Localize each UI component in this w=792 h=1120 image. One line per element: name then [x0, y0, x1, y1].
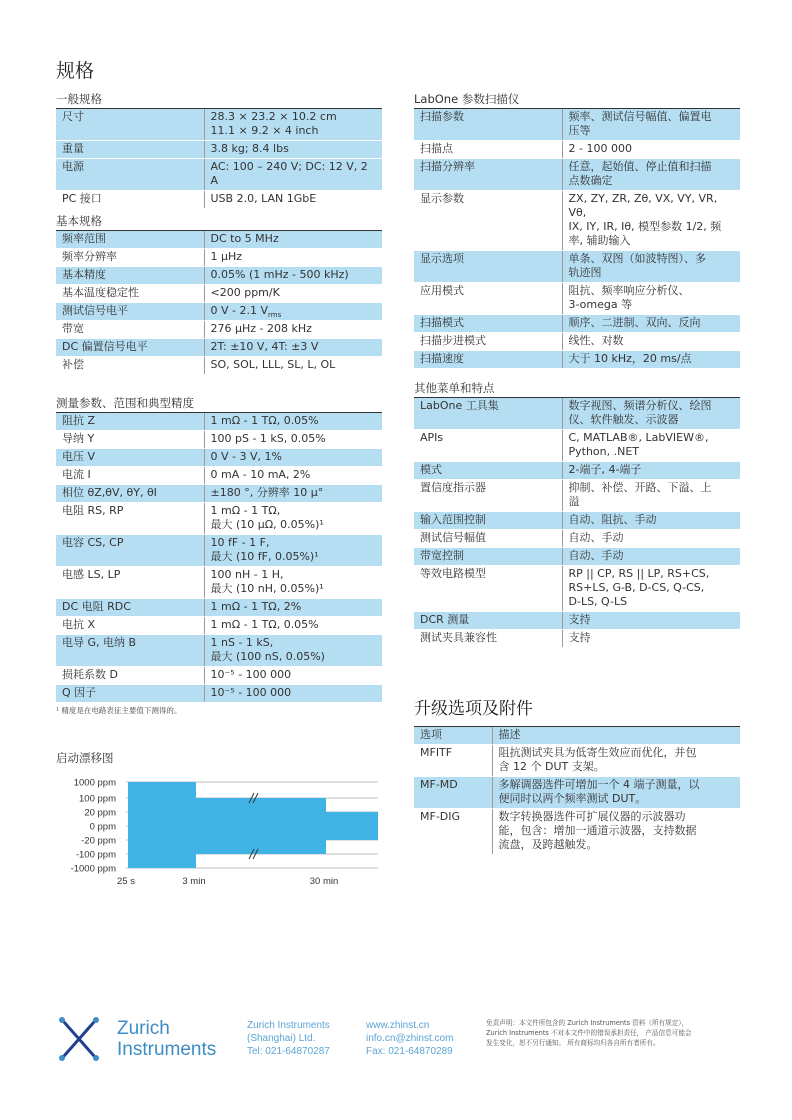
- options-header-row: [414, 727, 740, 745]
- other-row-key: 输入范围控制: [414, 512, 562, 530]
- basic-row-value-line: 2T: ±10 V, 4T: ±3 V: [210, 340, 319, 353]
- labone_sweep-row-value: [562, 333, 740, 351]
- chart-y-tick-label: -100 ppm: [75, 849, 116, 861]
- basic-row-value-line: 0 V - 2.1 $V_{rms}$: [210, 304, 282, 320]
- basic-row-key: 补偿: [56, 357, 204, 375]
- general-row-value: [204, 191, 382, 209]
- other-row-value: [562, 612, 740, 630]
- basic-spec-section: [56, 214, 382, 375]
- basic-row-key: DC 偏置信号电平: [56, 339, 204, 357]
- measure-row-value-line: 0 V - 3 V, 1%: [210, 450, 282, 463]
- options-header-option: 选项: [414, 727, 492, 745]
- general-row-value-line: 28.3 × 23.2 × 10.2 cm: [210, 110, 337, 123]
- labone_sweep-row-value-line: ZX, ZY, ZR, Zθ, VX, VY, VR, Vθ,: [568, 192, 718, 219]
- basic-row-value-line: 1 μHz: [210, 250, 243, 263]
- other-row-key: 模式: [414, 462, 562, 480]
- other-row-value-line: 抑制、补偿、开路、下溢、上: [568, 481, 712, 494]
- measure-spec-section: [56, 396, 382, 716]
- other-row: [414, 512, 740, 530]
- basic-row-value-sub: rms: [268, 311, 282, 320]
- measure-row-key: 导纳 Y: [56, 431, 204, 449]
- labone_sweep-row-key: 扫描分辨率: [414, 159, 562, 191]
- options-row-value-line: 阻抗测试夹具为低寄生效应而优化，并包: [498, 746, 697, 759]
- measure-row-value: [204, 685, 382, 703]
- basic-spec-table: [56, 231, 382, 375]
- options-row-value-line: 便同时以两个频率测试 DUT。: [498, 792, 647, 805]
- labone_sweep-row: [414, 159, 740, 191]
- other-row: [414, 398, 740, 430]
- other-row-value: [562, 548, 740, 566]
- basic-row-key: 测试信号电平: [56, 303, 204, 321]
- general-spec-title: 一般规格: [56, 92, 382, 109]
- other-row-key: LabOne 工具集: [414, 398, 562, 430]
- basic-row: [56, 249, 382, 267]
- other-row-key: APIs: [414, 430, 562, 462]
- other-row-value-line: C, MATLAB®, LabVIEW®,: [568, 431, 709, 444]
- other-row-value: [562, 430, 740, 462]
- basic-row-value-line: DC to 5 MHz: [210, 232, 279, 245]
- labone_sweep-row-value-line: 顺序、二进制、双向、反向: [568, 316, 701, 329]
- other-row-key: 置信度指示器: [414, 480, 562, 512]
- chart-y-tick-label: 0 ppm: [89, 821, 116, 833]
- measure-row-key: 电压 V: [56, 449, 204, 467]
- brand-line-1: Zurich: [117, 1018, 170, 1039]
- basic-row-key: 基本精度: [56, 267, 204, 285]
- measure-row-value: [204, 635, 382, 667]
- labone_sweep-row: [414, 315, 740, 333]
- general-row: [56, 159, 382, 191]
- measure-row-key: 电阻 RS, RP: [56, 503, 204, 535]
- other-row: [414, 566, 740, 612]
- other-row-value-line: Python, .NET: [568, 445, 640, 458]
- measure-row-value-line: 1 mΩ - 1 TΩ, 0.05%: [210, 414, 319, 427]
- measure-spec-table: [56, 413, 382, 703]
- options-row: [414, 809, 740, 855]
- measure-row-value-line: 10⁻⁵ - 100 000: [210, 668, 292, 681]
- chart-y-tick-label: -1000 ppm: [70, 863, 116, 875]
- other-row-value-line: RS+LS, G-B, D-CS, Q-CS,: [568, 581, 705, 594]
- labone_sweep-row-value: [562, 141, 740, 159]
- chart-x-tick-label: 3 min: [182, 876, 206, 887]
- other-row-value: [562, 398, 740, 430]
- other-row-value-line: 自动、手动: [568, 531, 624, 544]
- labone_sweep-row-value-line: 单条、双图（如波特图）、多: [568, 252, 706, 265]
- measure-row-value-line: 100 nH - 1 H,: [210, 568, 284, 581]
- measure-row-key: 损耗系数 D: [56, 667, 204, 685]
- labone_sweep-row-value-line: 率, 辅助输入: [568, 234, 631, 247]
- labone_sweep-row-value: [562, 159, 740, 191]
- labone_sweep-row-key: 扫描速度: [414, 351, 562, 369]
- options-row-value-line: 能，包含：增加一通道示波器，支持数据: [498, 824, 697, 837]
- measure-row-key: 电感 LS, LP: [56, 567, 204, 599]
- other-row: [414, 430, 740, 462]
- options-row-value: [492, 777, 740, 809]
- measure-spec-title: 测量参数、范围和典型精度: [56, 396, 382, 413]
- basic-row: [56, 285, 382, 303]
- labone_sweep-row: [414, 251, 740, 283]
- measure-row-value-line: 1 mΩ - 1 TΩ, 0.05%: [210, 618, 319, 631]
- options-row-key: MF-MD: [414, 777, 492, 809]
- general-row-value: [204, 159, 382, 191]
- measure-row-value-line: 100 pS - 1 kS, 0.05%: [210, 432, 326, 445]
- measure-row: [56, 617, 382, 635]
- other-row-value: [562, 530, 740, 548]
- labone_sweep-row-key: 扫描参数: [414, 109, 562, 141]
- options-row-value-line: 多解调器选件可增加一个 4 端子测量，以: [498, 778, 700, 791]
- labone_sweep-row-value-line: 压等: [568, 124, 591, 137]
- measure-footnote: ¹ 精度是在电路表征主要值下测得的。: [56, 706, 182, 715]
- other-row-value-line: 自动、阻抗、手动: [568, 513, 657, 526]
- measure-row: [56, 567, 382, 599]
- options-header-desc: 描述: [492, 727, 740, 745]
- disclaimer-text: 免责声明：本文件所包含的 Zurich Instruments 资料（所有规定）， Zurich Instruments 不对本文件中的错误承担责任， 产品信息可能会发生变化，恕不另行通知。 所有商标均归各自所有者所有。: [486, 1019, 692, 1047]
- basic-row-value: [204, 357, 382, 375]
- measure-row-value-line: 最大 (10 nH, 0.05%)¹: [210, 582, 324, 595]
- other-features-title: 其他菜单和特点: [414, 381, 740, 398]
- chart-y-tick-label: -20 ppm: [81, 835, 116, 847]
- brand-line-2: Instruments: [117, 1039, 217, 1060]
- labone_sweep-row-value-line: 任意，起始值、停止值和扫描: [568, 160, 712, 173]
- labone_sweep-row-value-line: 3-omega 等: [568, 298, 633, 311]
- general-row-key: 尺寸: [56, 109, 204, 141]
- company-tel: Tel: 021-64870287: [247, 1046, 330, 1057]
- basic-row-value: [204, 267, 382, 285]
- other-row: [414, 548, 740, 566]
- other-features-section: [414, 381, 740, 648]
- measure-row-value-line: 10 fF - 1 F,: [210, 536, 270, 549]
- measure-row-value: [204, 431, 382, 449]
- measure-row-value: [204, 467, 382, 485]
- basic-row: [56, 303, 382, 321]
- measure-row: [56, 667, 382, 685]
- basic-row-value: [204, 249, 382, 267]
- chart-title: 启动漂移图: [56, 751, 114, 765]
- labone_sweep-row-value-line: 线性、对数: [568, 334, 624, 347]
- labone_sweep-row: [414, 333, 740, 351]
- measure-row: [56, 503, 382, 535]
- other-row: [414, 530, 740, 548]
- options-row-value-line: 流盘，及跨越触发。: [498, 838, 598, 851]
- basic-row-value: [204, 321, 382, 339]
- other-row: [414, 462, 740, 480]
- labone_sweep-row-key: 扫描点: [414, 141, 562, 159]
- measure-row: [56, 449, 382, 467]
- measure-row-value-line: 0 mA - 10 mA, 2%: [210, 468, 311, 481]
- basic-row-value-line: 276 μHz - 208 kHz: [210, 322, 312, 335]
- measure-row-value: [204, 599, 382, 617]
- general-row-value: [204, 109, 382, 141]
- labone_sweep-row-value: [562, 109, 740, 141]
- other-row-value-line: RP || CP, RS || LP, RS+CS,: [568, 567, 710, 580]
- general-row-value-line: USB 2.0, LAN 1GbE: [210, 192, 317, 205]
- labone_sweep-row-key: 显示参数: [414, 191, 562, 251]
- other-row-key: 测试信号幅值: [414, 530, 562, 548]
- measure-row-key: DC 电阻 RDC: [56, 599, 204, 617]
- basic-row-key: 频率范围: [56, 231, 204, 249]
- other-row-value: [562, 566, 740, 612]
- measure-row: [56, 485, 382, 503]
- options-row-value: [492, 745, 740, 777]
- options-row-value-line: 数字转换器选件可扩展仪器的示波器功: [498, 810, 686, 823]
- labone_sweep-row-value: [562, 283, 740, 315]
- labone_sweep-row-value-line: 频率、测试信号幅值、偏置电: [568, 110, 712, 123]
- options-row-value-line: 含 12 个 DUT 支架。: [498, 760, 605, 773]
- email-link[interactable]: info.cn@zhinst.com: [366, 1033, 454, 1044]
- basic-row: [56, 339, 382, 357]
- labone_sweep-row: [414, 141, 740, 159]
- measure-row: [56, 413, 382, 431]
- other-row-value-line: 溢: [568, 495, 580, 508]
- general-row-value: [204, 141, 382, 159]
- labone_sweep-row: [414, 351, 740, 369]
- measure-row-value: [204, 567, 382, 599]
- general-row-key: 重量: [56, 141, 204, 159]
- basic-row-value-line: 0.05% (1 mHz - 500 kHz): [210, 268, 349, 281]
- labone_sweep-row-value: [562, 251, 740, 283]
- measure-row-key: Q 因子: [56, 685, 204, 703]
- labone_sweep-row-key: 应用模式: [414, 283, 562, 315]
- labone_sweep-row: [414, 109, 740, 141]
- chart-x-tick-label: 30 min: [309, 876, 339, 887]
- basic-spec-title: 基本规格: [56, 214, 382, 231]
- measure-row-value: [204, 667, 382, 685]
- labone_sweep-row-value-line: 大于 10 kHz，20 ms/点: [568, 352, 692, 365]
- basic-row-value: [204, 339, 382, 357]
- company-name-2: (Shanghai) Ltd.: [247, 1033, 316, 1044]
- general-row: [56, 141, 382, 159]
- basic-row-value: [204, 303, 382, 321]
- other-row: [414, 630, 740, 648]
- basic-row-value-line: <200 ppm/K: [210, 286, 280, 299]
- other-row-value: [562, 480, 740, 512]
- measure-row-value: [204, 449, 382, 467]
- chart-y-tick-label: 100 ppm: [79, 793, 116, 805]
- general-row: [56, 191, 382, 209]
- options-row-key: MFITF: [414, 745, 492, 777]
- general-spec-table: [56, 109, 382, 209]
- basic-row-value: [204, 231, 382, 249]
- options-title: 升级选项及附件: [414, 699, 533, 719]
- labone_sweep-row-value-line: 点数确定: [568, 174, 613, 187]
- other-row: [414, 612, 740, 630]
- measure-row: [56, 431, 382, 449]
- labone_sweep-row-key: 显示选项: [414, 251, 562, 283]
- general-row: [56, 109, 382, 141]
- measure-row-value: [204, 503, 382, 535]
- labone_sweep-row-key: 扫描模式: [414, 315, 562, 333]
- measure-row: [56, 685, 382, 703]
- other-row-value-line: 2-端子, 4-端子: [568, 463, 642, 476]
- zurich-logo-icon: [56, 1016, 102, 1062]
- chart-y-tick-label: 20 ppm: [84, 807, 116, 819]
- basic-row-key: 基本温度稳定性: [56, 285, 204, 303]
- measure-row-value: [204, 535, 382, 567]
- measure-row-value-line: 最大 (10 fF, 0.05%)¹: [210, 550, 319, 563]
- other-row-value-line: 支持: [568, 613, 591, 626]
- labone_sweep-row-key: 扫描步进模式: [414, 333, 562, 351]
- measure-row-key: 相位 θZ,θV, θY, θI: [56, 485, 204, 503]
- measure-row: [56, 635, 382, 667]
- measure-row-key: 电抗 X: [56, 617, 204, 635]
- labone_sweep-row-value-line: 轨迹图: [568, 266, 602, 279]
- measure-row: [56, 535, 382, 567]
- labone_sweep-row-value: [562, 351, 740, 369]
- other-row-key: DCR 测量: [414, 612, 562, 630]
- labone_sweep-row: [414, 283, 740, 315]
- measure-row-key: 电流 I: [56, 467, 204, 485]
- other-row-value: [562, 512, 740, 530]
- measure-row: [56, 599, 382, 617]
- general-row-key: 电源: [56, 159, 204, 191]
- chart-x-tick-label: 25 s: [117, 876, 135, 887]
- other-row-key: 等效电路模型: [414, 566, 562, 612]
- basic-row-key: 频率分辨率: [56, 249, 204, 267]
- measure-row-value-line: 最大 (10 μΩ, 0.05%)¹: [210, 518, 324, 531]
- general-row-value-line: 11.1 × 9.2 × 4 inch: [210, 124, 319, 137]
- labone_sweep-row-value-line: 2 - 100 000: [568, 142, 632, 155]
- basic-row: [56, 231, 382, 249]
- drift-chart: [56, 770, 386, 890]
- other-features-table: [414, 398, 740, 648]
- company-fax: Fax: 021-64870289: [366, 1046, 453, 1057]
- other-row: [414, 480, 740, 512]
- options-section: [414, 726, 740, 855]
- labone-sweep-section: [414, 92, 740, 369]
- brand-name: [117, 1018, 216, 1060]
- basic-row: [56, 267, 382, 285]
- general-row-value-line: 3.8 kg; 8.4 lbs: [210, 142, 289, 155]
- labone_sweep-row-value: [562, 191, 740, 251]
- general-spec-section: [56, 92, 382, 209]
- measure-row-value-line: 最大 (100 nS, 0.05%): [210, 650, 325, 663]
- measure-row-value-line: 1 mΩ - 1 TΩ,: [210, 504, 281, 517]
- measure-row-value-line: 1 mΩ - 1 TΩ, 2%: [210, 600, 302, 613]
- labone-sweep-table: [414, 109, 740, 369]
- other-row-value: [562, 462, 740, 480]
- options-table: [414, 727, 740, 855]
- company-address: [247, 1019, 330, 1058]
- page-title: 规格: [56, 60, 95, 82]
- general-row-value-line: AC: 100 – 240 V; DC: 12 V, 2 A: [210, 160, 368, 187]
- measure-row: [56, 467, 382, 485]
- basic-row-key: 带宽: [56, 321, 204, 339]
- options-row-key: MF-DIG: [414, 809, 492, 855]
- measure-row-key: 电导 G, 电纳 B: [56, 635, 204, 667]
- labone_sweep-row-value-line: 阻抗、频率响应分析仪、: [568, 284, 690, 297]
- chart-y-tick-label: 1000 ppm: [73, 777, 116, 789]
- labone_sweep-row-value: [562, 315, 740, 333]
- contact-links: [366, 1019, 453, 1058]
- other-row-value-line: D-LS, Q-LS: [568, 595, 628, 608]
- basic-row: [56, 321, 382, 339]
- measure-row-value: [204, 413, 382, 431]
- basic-row: [56, 357, 382, 375]
- website-link[interactable]: www.zhinst.cn: [366, 1020, 430, 1031]
- measure-row-value-line: ±180 °, 分辨率 10 μ°: [210, 486, 324, 499]
- measure-row-value-line: 10⁻⁵ - 100 000: [210, 686, 292, 699]
- options-row-value: [492, 809, 740, 855]
- options-row: [414, 745, 740, 777]
- measure-row-key: 阻抗 Z: [56, 413, 204, 431]
- other-row-value-line: 自动、手动: [568, 549, 624, 562]
- other-row-value-line: 仪、软件触发、示波器: [568, 413, 679, 426]
- measure-row-key: 电容 CS, CP: [56, 535, 204, 567]
- other-row-value: [562, 630, 740, 648]
- options-row: [414, 777, 740, 809]
- measure-row-value: [204, 617, 382, 635]
- other-row-key: 带宽控制: [414, 548, 562, 566]
- other-row-key: 测试夹具兼容性: [414, 630, 562, 648]
- general-row-key: PC 接口: [56, 191, 204, 209]
- measure-row-value: [204, 485, 382, 503]
- measure-row-value-line: 1 nS - 1 kS,: [210, 636, 274, 649]
- other-row-value-line: 数字视图、频谱分析仪、绘图: [568, 399, 712, 412]
- basic-row-value: [204, 285, 382, 303]
- basic-row-value-line: SO, SOL, LLL, SL, L, OL: [210, 358, 336, 371]
- labone_sweep-row: [414, 191, 740, 251]
- other-row-value-line: 支持: [568, 631, 591, 644]
- labone-sweep-title: LabOne 参数扫描仪: [414, 92, 740, 109]
- company-name: Zurich Instruments: [247, 1020, 330, 1031]
- labone_sweep-row-value-line: IX, IY, IR, Iθ, 模型参数 1/2, 频: [568, 220, 722, 233]
